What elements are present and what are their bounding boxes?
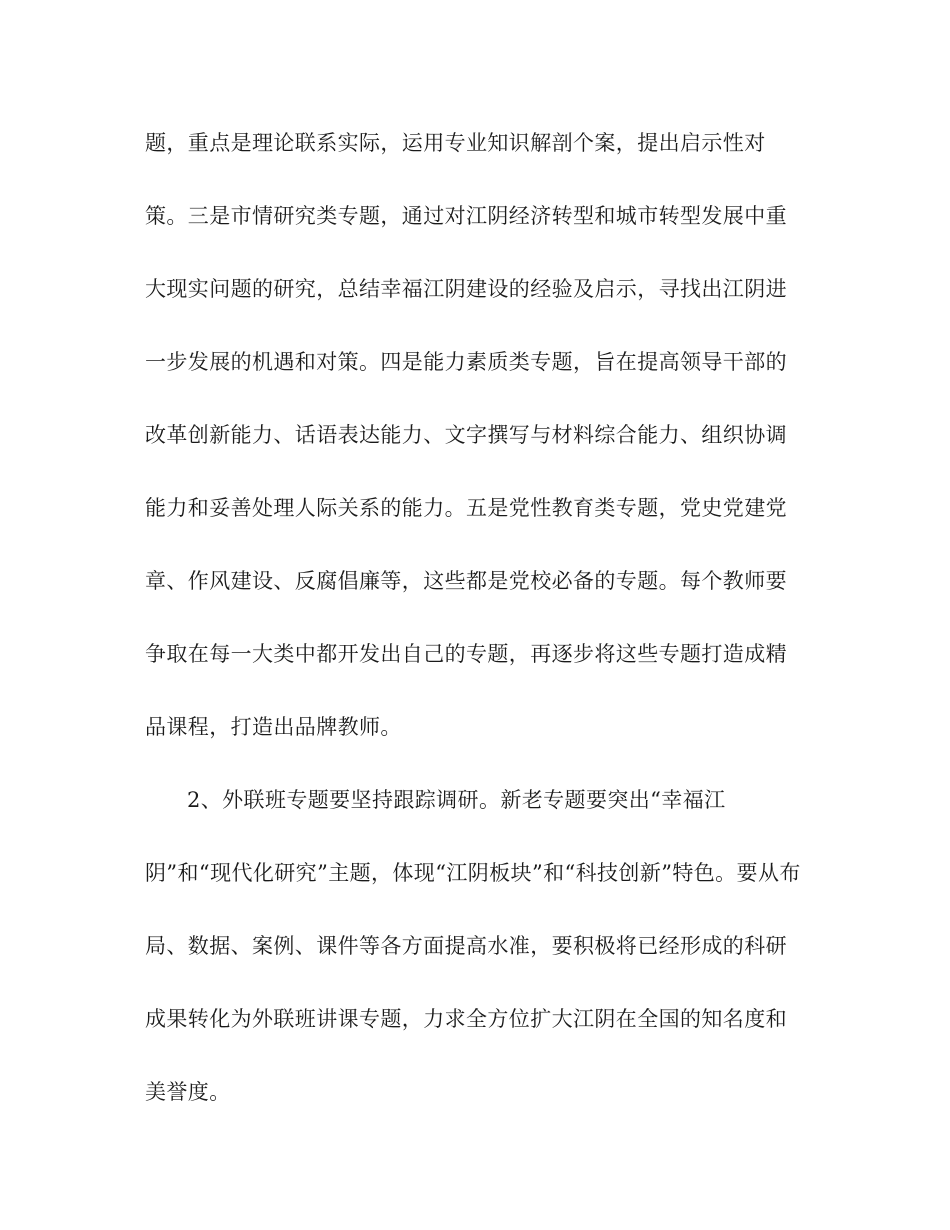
paragraph-2-line-3: 局、数据、案例、课件等各方面提高水准，要积极将已经形成的科研 — [145, 934, 787, 958]
paragraph-2-line-4: 成果转化为外联班讲课专题，力求全方位扩大江阴在全国的知名度和 — [145, 1007, 787, 1031]
paragraph-1-line-8: 争取在每一大类中都开发出自己的专题，再逐步将这些专题打造成精 — [145, 642, 787, 666]
paragraph-1-line-3: 大现实问题的研究，总结幸福江阴建设的经验及启示，寻找出江阴进 — [145, 277, 787, 301]
paragraph-1-line-9: 品课程，打造出品牌教师。 — [145, 715, 402, 739]
paragraph-1-line-1: 题，重点是理论联系实际，运用专业知识解剖个案，提出启示性对 — [145, 131, 766, 155]
paragraph-2-line-2: 阴”和“现代化研究”主题，体现“江阴板块”和“科技创新”特色。要从布 — [145, 861, 801, 885]
paragraph-1-line-7: 章、作风建设、反腐倡廉等，这些都是党校必备的专题。每个教师要 — [145, 569, 787, 593]
paragraph-1-line-2: 策。三是市情研究类专题，通过对江阴经济转型和城市转型发展中重 — [145, 204, 787, 228]
paragraph-2-line-1: 2、外联班专题要坚持跟踪调研。新老专题要突出“幸福江 — [187, 788, 726, 812]
paragraph-2-line-5: 美誉度。 — [145, 1080, 231, 1104]
paragraph-1-line-5: 改革创新能力、话语表达能力、文字撰写与材料综合能力、组织协调 — [145, 423, 787, 447]
paragraph-1-line-4: 一步发展的机遇和对策。四是能力素质类专题，旨在提高领导干部的 — [145, 350, 787, 374]
paragraph-1-line-6: 能力和妥善处理人际关系的能力。五是党性教育类专题，党史党建党 — [145, 496, 787, 520]
